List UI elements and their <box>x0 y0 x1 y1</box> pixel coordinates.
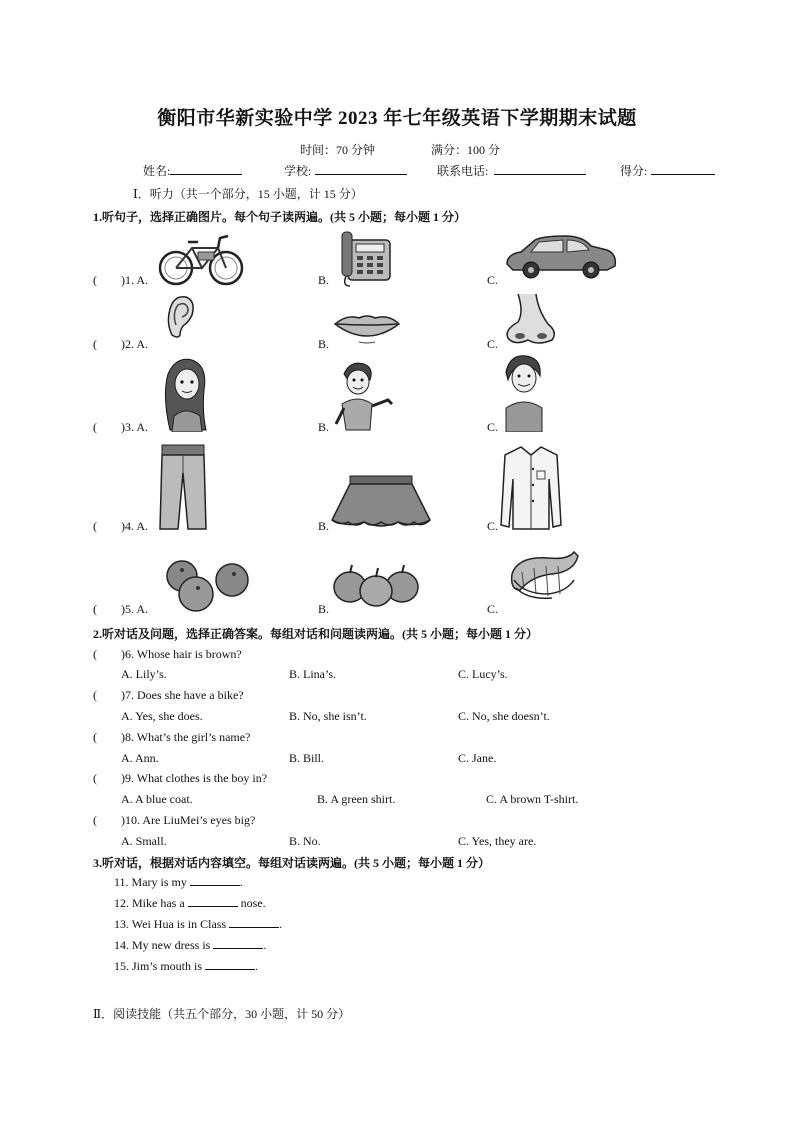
girl-long-hair-picture[interactable] <box>160 356 210 432</box>
phone-field[interactable] <box>437 162 586 179</box>
q10-question: ( )10. Are LiuMei’s eyes big? <box>93 813 256 827</box>
q6-option-c[interactable]: C. Lucy’s. <box>458 667 508 681</box>
school-label: 学校: <box>284 164 312 178</box>
q7-question: ( )7. Does she have a bike? <box>93 688 244 702</box>
q5-option-c-label: C. <box>487 602 499 616</box>
exam-score: 满分：100 分 <box>431 143 501 157</box>
telephone-picture[interactable] <box>338 230 394 288</box>
q7-option-a[interactable]: A. Yes, she does. <box>121 709 203 723</box>
bananas-picture[interactable] <box>508 550 580 602</box>
q9-option-a[interactable]: A. A blue coat. <box>121 792 193 806</box>
q8-option-c[interactable]: C. Jane. <box>458 751 497 765</box>
phone-label: 联系电话: <box>437 164 489 178</box>
q6-question: ( )6. Whose hair is brown? <box>93 647 242 661</box>
q14-blank[interactable] <box>213 938 263 949</box>
q11-fill: 11. Mary is my . <box>114 875 243 889</box>
skirt-picture[interactable] <box>328 474 434 530</box>
points-field[interactable] <box>620 162 715 179</box>
part2-heading: 2.听对话及问题，选择正确答案。每组对话和问题读两遍。(共 5 小题；每小题 1 分） <box>93 627 538 641</box>
q8-option-b[interactable]: B. Bill. <box>289 751 325 765</box>
q1-option-b-label: B. <box>318 273 330 287</box>
q8-option-a[interactable]: A. Ann. <box>121 751 159 765</box>
q5-option-b-label: B. <box>318 602 330 616</box>
q9-question: ( )9. What clothes is the boy in? <box>93 771 268 785</box>
q6-option-b[interactable]: B. Lina’s. <box>289 667 336 681</box>
q1-row-label: ( )1. A. <box>93 273 149 287</box>
q5-row-label: ( )5. A. <box>93 602 149 616</box>
oranges-picture[interactable] <box>160 560 254 612</box>
mouth-picture[interactable] <box>333 310 401 346</box>
q7-option-c[interactable]: C. No, she doesn’t. <box>458 709 550 723</box>
bicycle-picture[interactable] <box>158 230 244 286</box>
part1-heading: 1.听句子，选择正确图片。每个句子读两遍。(共 5 小题；每小题 1 分） <box>93 210 466 224</box>
name-field[interactable] <box>143 162 242 179</box>
q12-blank[interactable] <box>188 896 238 907</box>
q9-option-b[interactable]: B. A green shirt. <box>317 792 396 806</box>
q4-row-label: ( )4. A. <box>93 519 149 533</box>
q14-fill: 14. My new dress is . <box>114 938 267 952</box>
car-picture[interactable] <box>503 232 619 280</box>
boy-waving-picture[interactable] <box>330 360 394 432</box>
q15-blank[interactable] <box>205 959 255 970</box>
section1-heading: Ⅰ．听力（共一个部分，15 小题，计 15 分） <box>133 187 363 201</box>
name-label: 姓名: <box>143 164 171 178</box>
q7-option-b[interactable]: B. No, she isn’t. <box>289 709 367 723</box>
q4-option-c-label: C. <box>487 519 499 533</box>
q2-option-c-label: C. <box>487 337 499 351</box>
pants-picture[interactable] <box>158 443 208 531</box>
q11-blank[interactable] <box>190 875 240 886</box>
page-title: 衡阳市华新实验中学 2023 年七年级英语下学期期末试题 <box>157 108 637 129</box>
q2-option-b-label: B. <box>318 337 330 351</box>
q10-option-b[interactable]: B. No. <box>289 834 321 848</box>
q6-option-a[interactable]: A. Lily’s. <box>121 667 167 681</box>
q15-fill: 15. Jim’s mouth is . <box>114 959 259 973</box>
q2-row-label: ( )2. A. <box>93 337 149 351</box>
q9-option-c[interactable]: C. A brown T-shirt. <box>486 792 579 806</box>
girl-short-hair-picture[interactable] <box>500 352 546 432</box>
q1-option-c-label: C. <box>487 273 499 287</box>
q10-option-a[interactable]: A. Small. <box>121 834 167 848</box>
points-label: 得分: <box>620 164 648 178</box>
exam-time: 时间：70 分钟 <box>300 143 376 157</box>
section2-heading: Ⅱ．阅读技能（共五个部分，30 小题，计 50 分） <box>93 1007 351 1021</box>
ear-picture[interactable] <box>164 293 196 339</box>
q13-fill: 13. Wei Hua is in Class . <box>114 917 283 931</box>
q12-fill: 12. Mike has a nose. <box>114 896 266 910</box>
school-field[interactable] <box>284 162 407 179</box>
q3-option-c-label: C. <box>487 420 499 434</box>
q8-question: ( )8. What’s the girl’s name? <box>93 730 251 744</box>
q10-option-c[interactable]: C. Yes, they are. <box>458 834 537 848</box>
q4-option-b-label: B. <box>318 519 330 533</box>
q13-blank[interactable] <box>229 917 279 928</box>
q3-row-label: ( )3. A. <box>93 420 149 434</box>
apples-picture[interactable] <box>332 563 420 607</box>
part3-heading: 3.听对话，根据对话内容填空。每组对话读两遍。(共 5 小题；每小题 1 分） <box>93 856 490 870</box>
nose-picture[interactable] <box>498 292 560 348</box>
shirt-picture[interactable] <box>499 445 563 531</box>
q3-option-b-label: B. <box>318 420 330 434</box>
